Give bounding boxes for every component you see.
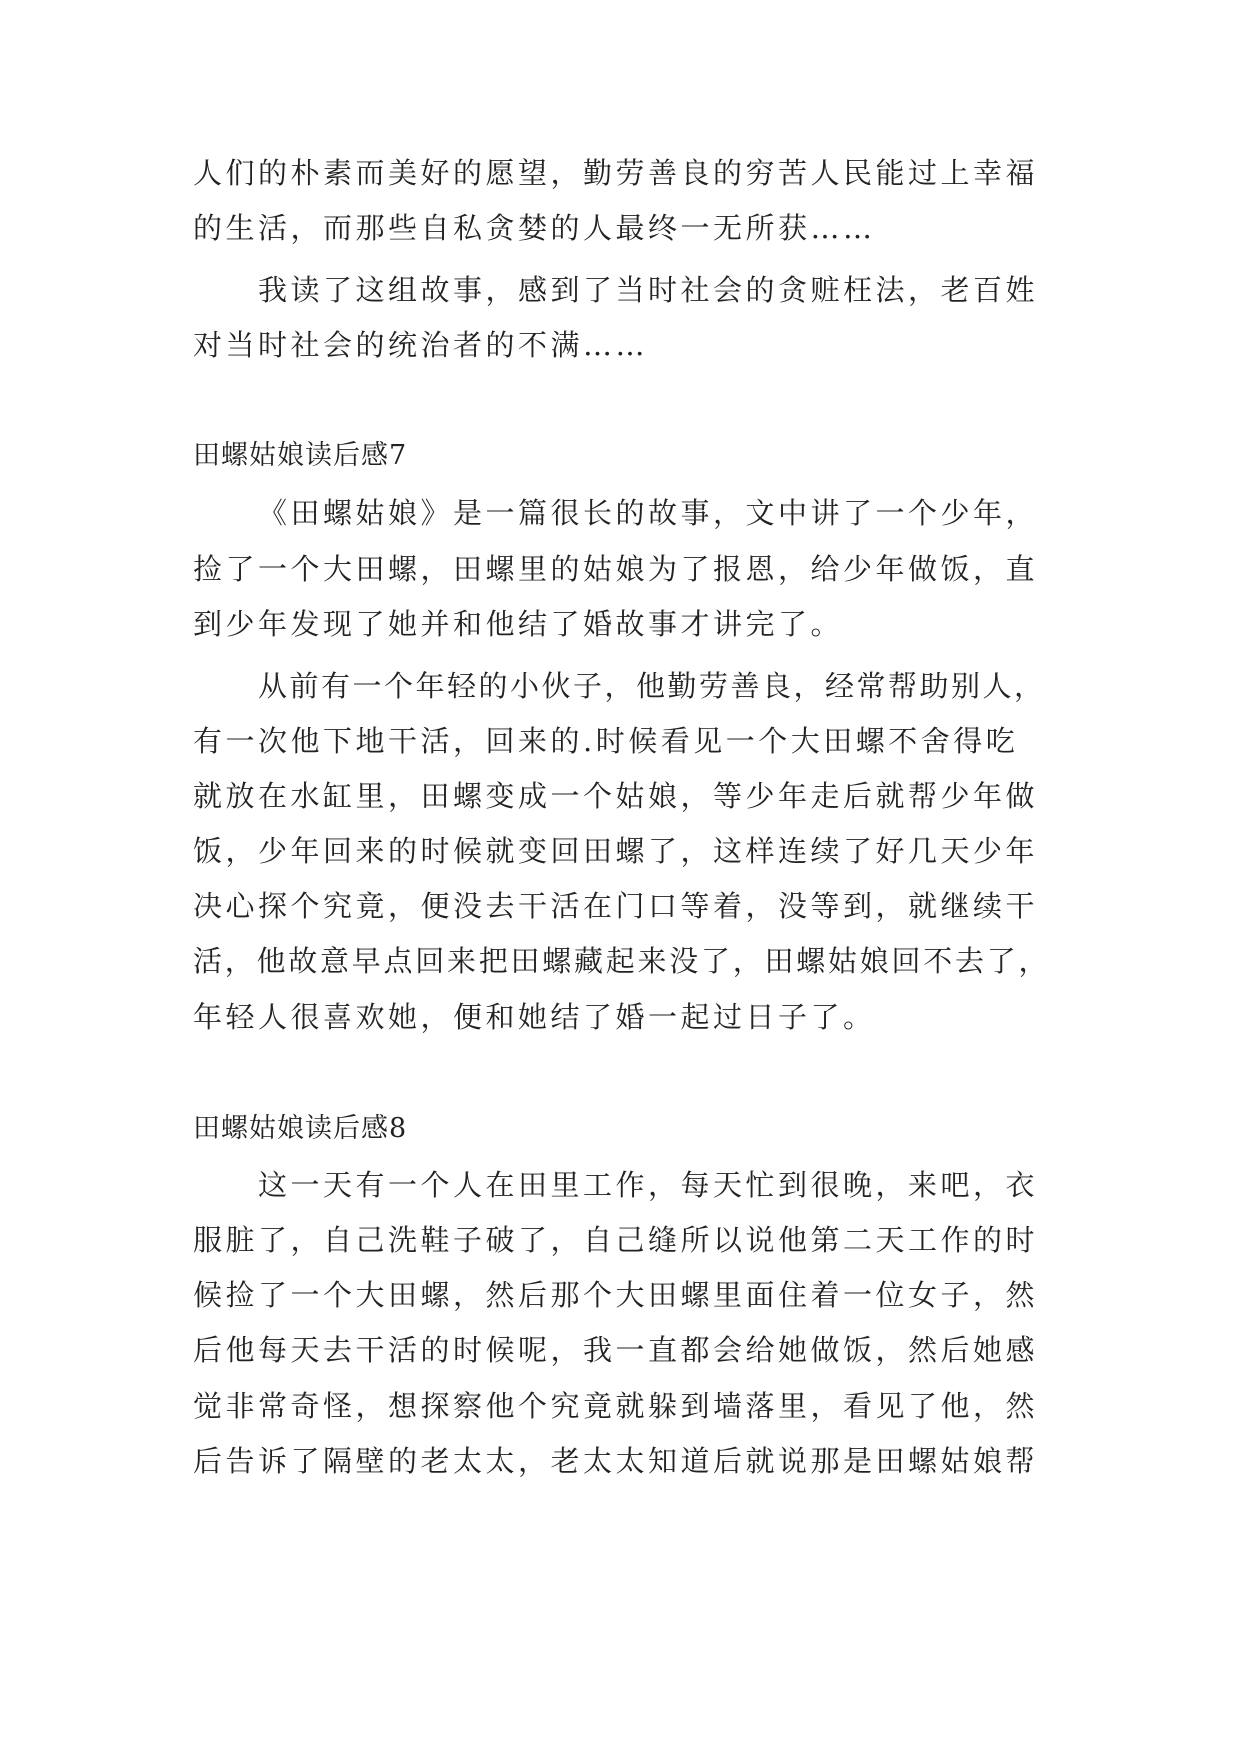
paragraph-line: 捡了一个大田螺，田螺里的姑娘为了报恩，给少年做饭，直: [193, 552, 1039, 586]
paragraph-line: 年轻人很喜欢她，便和她结了婚一起过日子了。: [193, 1000, 876, 1034]
paragraph-line: 饭，少年回来的时候就变回田螺了，这样连续了好几天少年: [193, 834, 1039, 868]
paragraph-line: 后他每天去干活的时候呢，我一直都会给她做饭，然后她感: [193, 1333, 1039, 1367]
paragraph-line: 服脏了，自己洗鞋子破了，自己缝所以说他第二天工作的时: [193, 1223, 1039, 1257]
paragraph-line: 人们的朴素而美好的愿望，勤劳善良的穷苦人民能过上幸福: [193, 156, 1039, 190]
paragraph-line: 我读了这组故事，感到了当时社会的贪赃枉法，老百姓: [258, 273, 1039, 307]
paragraph-line: 《田螺姑娘》是一篇很长的故事，文中讲了一个少年，: [258, 496, 1039, 530]
paragraph-line: 决心探个究竟，便没去干活在门口等着，没等到，就继续干: [193, 889, 1039, 923]
paragraph-line: 的生活，而那些自私贪婪的人最终一无所获……: [193, 211, 876, 245]
paragraph-line: 觉非常奇怪，想探察他个究竟就躲到墙落里，看见了他，然: [193, 1389, 1039, 1423]
section-title: 田螺姑娘读后感8: [193, 1113, 408, 1144]
paragraph-line: 对当时社会的统治者的不满……: [193, 328, 649, 362]
paragraph-line: 从前有一个年轻的小伙子，他勤劳善良，经常帮助别人，: [258, 669, 1046, 703]
section-title: 田螺姑娘读后感7: [193, 440, 408, 471]
paragraph-line: 候捡了一个大田螺，然后那个大田螺里面住着一位女子，然: [193, 1278, 1039, 1312]
paragraph-line: 这一天有一个人在田里工作，每天忙到很晚，来吧，衣: [258, 1168, 1039, 1202]
paragraph-line: 有一次他下地干活，回来的.时候看见一个大田螺不舍得吃: [193, 724, 1019, 758]
paragraph-line: 后告诉了隔壁的老太太，老太太知道后就说那是田螺姑娘帮: [193, 1444, 1039, 1478]
paragraph-line: 活，他故意早点回来把田螺藏起来没了，田螺姑娘回不去了，: [193, 944, 1051, 978]
paragraph-line: 就放在水缸里，田螺变成一个姑娘，等少年走后就帮少年做: [193, 779, 1039, 813]
paragraph-line: 到少年发现了她并和他结了婚故事才讲完了。: [193, 607, 844, 641]
